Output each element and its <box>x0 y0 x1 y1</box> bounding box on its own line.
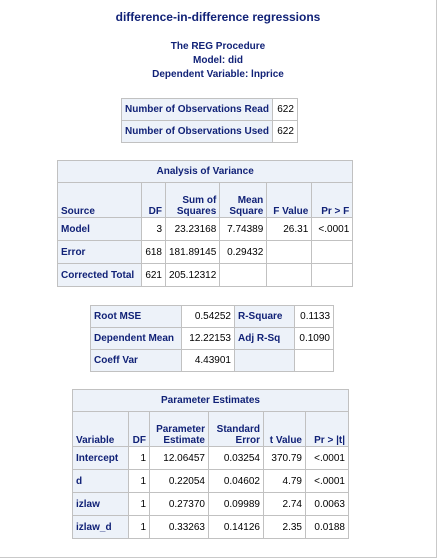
param-cell: 1 <box>129 447 150 470</box>
parameter-estimates-table <box>72 389 349 539</box>
col-header-source: Source <box>58 183 142 218</box>
param-cell: 2.35 <box>264 516 306 539</box>
anova-cell: 23.23168 <box>166 218 220 241</box>
table-row <box>73 390 349 412</box>
col-header-t-value: t Value <box>264 412 306 447</box>
param-cell: 0.0188 <box>306 516 349 539</box>
fit-label: Dependent Mean <box>91 328 182 350</box>
obs-read-value: 622 <box>272 99 297 121</box>
anova-source-error: Error <box>58 241 142 264</box>
obs-read-label: Number of Observations Read <box>122 99 273 121</box>
fit-label: R-Square <box>235 306 295 328</box>
table-row <box>91 306 334 328</box>
table-row <box>73 516 349 539</box>
anova-cell <box>220 264 267 287</box>
anova-cell: 0.29432 <box>220 241 267 264</box>
fit-value: 4.43901 <box>182 350 235 372</box>
param-cell: <.0001 <box>306 470 349 493</box>
col-header-sum-of-squares: Sum of Squares <box>166 183 220 218</box>
table-row <box>73 493 349 516</box>
fit-label <box>235 350 295 372</box>
anova-cell: 618 <box>142 241 166 264</box>
param-cell: 0.0063 <box>306 493 349 516</box>
fit-value: 0.1090 <box>295 328 334 350</box>
anova-cell: 181.89145 <box>166 241 220 264</box>
anova-source-model: Model <box>58 218 142 241</box>
param-cell: 1 <box>129 470 150 493</box>
param-cell: 0.04602 <box>209 470 264 493</box>
param-cell: 0.22054 <box>150 470 209 493</box>
fit-value: 0.54252 <box>182 306 235 328</box>
table-row <box>91 350 334 372</box>
anova-caption: Analysis of Variance <box>58 161 353 183</box>
fit-value: 12.22153 <box>182 328 235 350</box>
param-cell: 0.03254 <box>209 447 264 470</box>
fit-label: Root MSE <box>91 306 182 328</box>
table-row <box>58 218 353 241</box>
table-row <box>122 121 298 143</box>
table-row <box>73 447 349 470</box>
fit-statistics-table <box>90 305 334 372</box>
anova-cell <box>312 264 353 287</box>
col-header-pr-t: Pr > |t| <box>306 412 349 447</box>
param-cell: 370.79 <box>264 447 306 470</box>
col-header-standard-error: Standard Error <box>209 412 264 447</box>
col-header-variable: Variable <box>73 412 129 447</box>
anova-cell: 205.12312 <box>166 264 220 287</box>
model-label: Model: did <box>193 55 243 66</box>
table-row <box>58 264 353 287</box>
param-cell: 4.79 <box>264 470 306 493</box>
param-cell: 0.27370 <box>150 493 209 516</box>
param-variable: Intercept <box>73 447 129 470</box>
anova-cell: <.0001 <box>312 218 353 241</box>
param-variable: d <box>73 470 129 493</box>
col-header-mean-square: Mean Square <box>220 183 267 218</box>
col-header-parameter-estimate: Parameter Estimate <box>150 412 209 447</box>
param-cell: 0.09989 <box>209 493 264 516</box>
table-header-row <box>73 412 349 447</box>
param-variable: izlaw <box>73 493 129 516</box>
param-cell: 0.33263 <box>150 516 209 539</box>
table-row <box>58 241 353 264</box>
anova-table <box>57 160 353 287</box>
col-header-pr-f: Pr > F <box>312 183 353 218</box>
table-row <box>73 470 349 493</box>
procedure-label: The REG Procedure <box>170 41 266 52</box>
anova-cell: 7.74389 <box>220 218 267 241</box>
anova-source-total: Corrected Total <box>58 264 142 287</box>
param-cell: 2.74 <box>264 493 306 516</box>
param-cell: 12.06457 <box>150 447 209 470</box>
param-cell: <.0001 <box>306 447 349 470</box>
dependent-variable-label: Dependent Variable: lnprice <box>152 69 284 80</box>
col-header-f-value: F Value <box>267 183 312 218</box>
table-row <box>122 99 298 121</box>
table-row <box>58 161 353 183</box>
param-cell: 0.14126 <box>209 516 264 539</box>
col-header-df: DF <box>142 183 166 218</box>
anova-cell <box>267 241 312 264</box>
observations-table <box>121 98 298 143</box>
anova-cell <box>267 264 312 287</box>
anova-cell: 621 <box>142 264 166 287</box>
obs-used-value: 622 <box>272 121 297 143</box>
fit-label: Adj R-Sq <box>235 328 295 350</box>
obs-used-label: Number of Observations Used <box>122 121 273 143</box>
fit-label: Coeff Var <box>91 350 182 372</box>
anova-cell: 26.31 <box>267 218 312 241</box>
param-cell: 1 <box>129 516 150 539</box>
param-cell: 1 <box>129 493 150 516</box>
col-header-df: DF <box>129 412 150 447</box>
params-caption: Parameter Estimates <box>73 390 349 412</box>
anova-cell: 3 <box>142 218 166 241</box>
fit-value: 0.1133 <box>295 306 334 328</box>
page-title: difference-in-difference regressions <box>115 10 321 24</box>
anova-cell <box>312 241 353 264</box>
param-variable: izlaw_d <box>73 516 129 539</box>
table-row <box>91 328 334 350</box>
table-header-row <box>58 183 353 218</box>
fit-value <box>295 350 334 372</box>
